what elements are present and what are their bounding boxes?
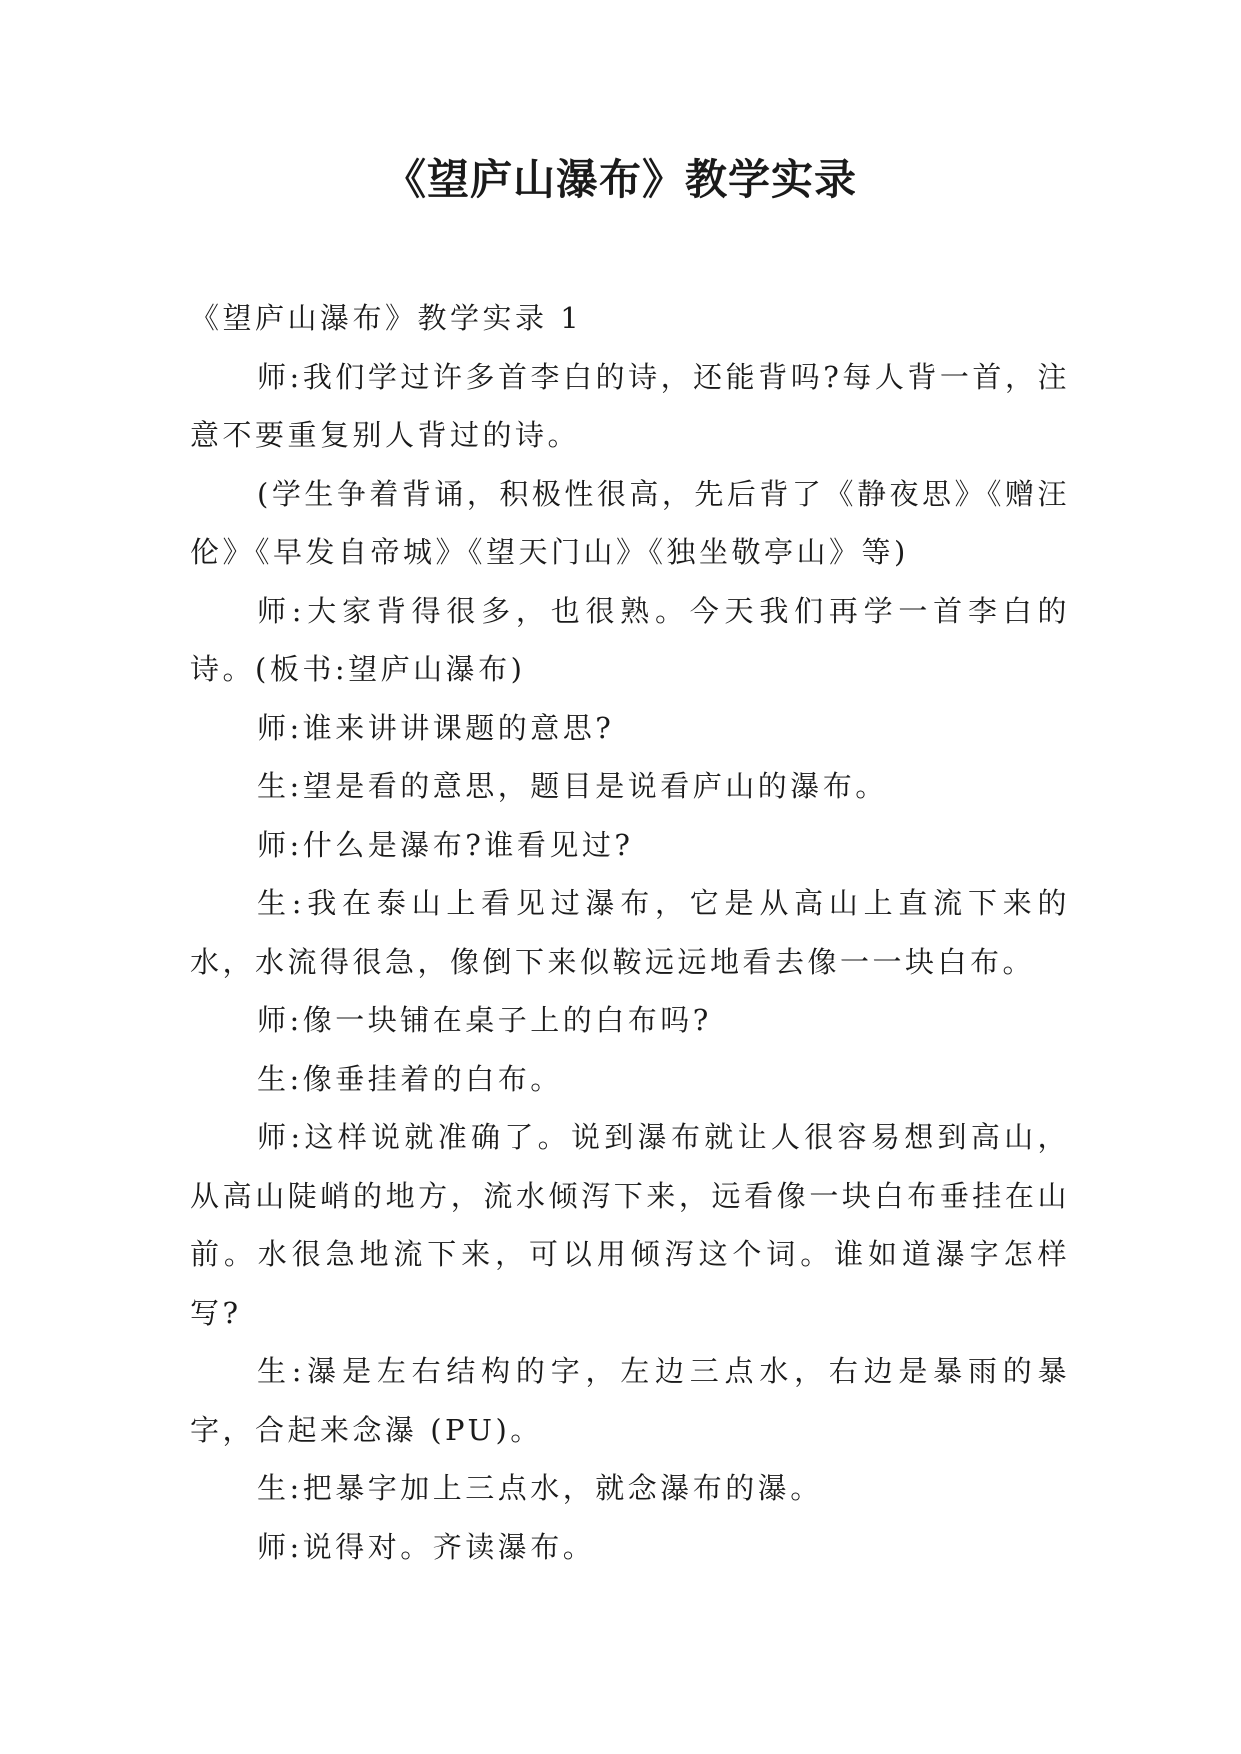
- section-heading: 《望庐山瀑布》教学实录 1: [190, 301, 583, 335]
- paragraph: (学生争着背诵，积极性很高，先后背了《静夜思》《赠汪伦》《早发自帝城》《望天门山》《独坐敬亭山》等): [190, 476, 1070, 569]
- document-title: 《望庐山瀑布》教学实录: [383, 155, 857, 204]
- paragraph: 生:瀑是左右结构的字，左边三点水，右边是暴雨的暴字，合起来念瀑 (PU)。: [190, 1354, 1070, 1447]
- paragraph: 师:谁来讲讲课题的意思?: [257, 710, 615, 745]
- paragraph: 师:说得对。齐读瀑布。: [257, 1529, 596, 1564]
- document-body: [190, 289, 1070, 1576]
- paragraph: 师:这样说就准确了。说到瀑布就让人很容易想到高山，从高山陡峭的地方，流水倾泻下来，远看像一块白布垂挂在山前。水很急地流下来，可以用倾泻这个词。谁如道瀑字怎样写?: [190, 1120, 1070, 1330]
- paragraph: 师:像一块铺在桌子上的白布吗?: [257, 1003, 712, 1037]
- paragraph: 师:我们学过许多首李白的诗，还能背吗?每人背一首，注意不要重复别人背过的诗。: [190, 359, 1070, 452]
- paragraph: 生:望是看的意思，题目是说看庐山的瀑布。: [257, 769, 888, 803]
- paragraph: 师:大家背得很多，也很熟。今天我们再学一首李白的诗。(板书:望庐山瀑布): [190, 593, 1070, 686]
- paragraph: 生:我在泰山上看见过瀑布，它是从高山上直流下来的水，水流得很急，像倒下来似鞍远远地看去像一一块白布。: [190, 886, 1070, 979]
- paragraph: 师:什么是瀑布?谁看见过?: [257, 827, 634, 862]
- paragraph: 生:像垂挂着的白布。: [257, 1061, 563, 1096]
- paragraph: 生:把暴字加上三点水，就念瀑布的瀑。: [257, 1471, 823, 1505]
